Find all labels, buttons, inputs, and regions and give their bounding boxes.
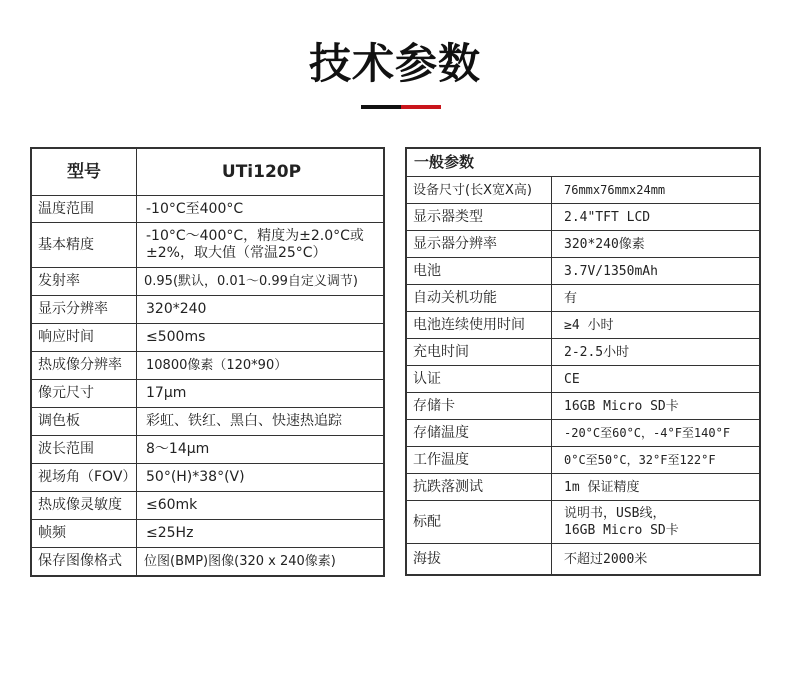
row-label: 抗跌落测试 <box>406 474 552 501</box>
table-row <box>406 447 760 474</box>
table-row <box>31 548 384 577</box>
table-row <box>31 520 384 548</box>
row-value <box>137 223 385 268</box>
row-label: 存储温度 <box>406 420 552 447</box>
row-value: 10800像素（120*90） <box>137 352 385 380</box>
row-value-line: ±2%，取大值（常温25°C） <box>146 245 327 261</box>
row-label: 调色板 <box>31 408 137 436</box>
row-label: 电池连续使用时间 <box>406 312 552 339</box>
row-value: 50°(H)*38°(V) <box>137 464 385 492</box>
row-value: 17μm <box>137 380 385 408</box>
title-underline <box>361 105 441 109</box>
row-value: 76mmx76mmx24mm <box>552 177 761 204</box>
row-label: 发射率 <box>31 268 137 296</box>
table-row <box>406 420 760 447</box>
table-row <box>31 408 384 436</box>
row-value: 彩虹、铁红、黑白、快速热追踪 <box>137 408 385 436</box>
row-label: 海拔 <box>406 544 552 576</box>
table-row <box>406 544 760 576</box>
row-label: 存储卡 <box>406 393 552 420</box>
row-value: ≤60mk <box>137 492 385 520</box>
row-label: 设备尺寸(长X宽X高) <box>406 177 552 204</box>
row-label: 像元尺寸 <box>31 380 137 408</box>
row-label: 显示器分辨率 <box>406 231 552 258</box>
row-value-line: -10°C～400°C，精度为±2.0°C或 <box>146 228 364 244</box>
table-row <box>406 501 760 544</box>
table-row <box>31 196 384 223</box>
row-value: ≤500ms <box>137 324 385 352</box>
table-row <box>406 474 760 501</box>
row-label: 工作温度 <box>406 447 552 474</box>
row-label: 标配 <box>406 501 552 544</box>
page-title: 技术参数 <box>308 39 481 88</box>
row-value: -10°C至400°C <box>137 196 385 223</box>
table-row <box>406 366 760 393</box>
row-value: ≥4 小时 <box>552 312 761 339</box>
row-value: 3.7V/1350mAh <box>552 258 761 285</box>
row-value <box>552 501 761 544</box>
table-row <box>406 231 760 258</box>
row-value-line: 说明书，USB线， <box>564 506 666 521</box>
row-value: -20°C至60°C，-4°F至140°F <box>552 420 761 447</box>
row-label: 热成像分辨率 <box>31 352 137 380</box>
row-value: 320*240像素 <box>552 231 761 258</box>
row-label: 帧频 <box>31 520 137 548</box>
table-row <box>406 339 760 366</box>
table-row <box>31 380 384 408</box>
table-row <box>31 464 384 492</box>
row-value: 1m 保证精度 <box>552 474 761 501</box>
row-value: 8～14μm <box>137 436 385 464</box>
table-header-row <box>406 148 760 177</box>
row-label: 充电时间 <box>406 339 552 366</box>
table-row <box>31 492 384 520</box>
row-label: 显示分辨率 <box>31 296 137 324</box>
row-label: 温度范围 <box>31 196 137 223</box>
row-value-line: 16GB Micro SD卡 <box>564 523 679 538</box>
row-value: 2-2.5小时 <box>552 339 761 366</box>
row-value: 不超过2000米 <box>552 544 761 576</box>
row-label: 显示器类型 <box>406 204 552 231</box>
row-value: ≤25Hz <box>137 520 385 548</box>
table-row <box>31 324 384 352</box>
row-label: 自动关机功能 <box>406 285 552 312</box>
general-params-heading: 一般参数 <box>406 148 760 177</box>
table-row <box>31 436 384 464</box>
table-header-row <box>31 148 384 196</box>
row-value: 有 <box>552 285 761 312</box>
table-row <box>406 312 760 339</box>
row-label: 热成像灵敏度 <box>31 492 137 520</box>
row-value: 16GB Micro SD卡 <box>552 393 761 420</box>
row-label: 电池 <box>406 258 552 285</box>
row-value: 0.95(默认，0.01～0.99自定义调节) <box>137 268 385 296</box>
row-label: 响应时间 <box>31 324 137 352</box>
row-value: 0°C至50°C，32°F至122°F <box>552 447 761 474</box>
row-value: CE <box>552 366 761 393</box>
row-label: 保存图像格式 <box>31 548 137 577</box>
model-label: 型号 <box>31 148 137 196</box>
table-row <box>406 204 760 231</box>
underline-red-segment <box>401 105 441 109</box>
table-row <box>406 393 760 420</box>
model-value: UTi120P <box>137 148 385 196</box>
table-row <box>406 258 760 285</box>
table-row <box>31 223 384 268</box>
general-spec-table <box>405 147 761 576</box>
table-row <box>406 285 760 312</box>
row-label: 视场角（FOV） <box>31 464 137 492</box>
row-value: 位图(BMP)图像(320 x 240像素) <box>137 548 385 577</box>
row-label: 基本精度 <box>31 223 137 268</box>
row-value: 320*240 <box>137 296 385 324</box>
table-row <box>31 296 384 324</box>
underline-black-segment <box>361 105 401 109</box>
row-value: 2.4"TFT LCD <box>552 204 761 231</box>
model-spec-table <box>30 147 385 577</box>
row-label: 认证 <box>406 366 552 393</box>
table-row <box>31 352 384 380</box>
table-row <box>406 177 760 204</box>
table-row <box>31 268 384 296</box>
row-label: 波长范围 <box>31 436 137 464</box>
